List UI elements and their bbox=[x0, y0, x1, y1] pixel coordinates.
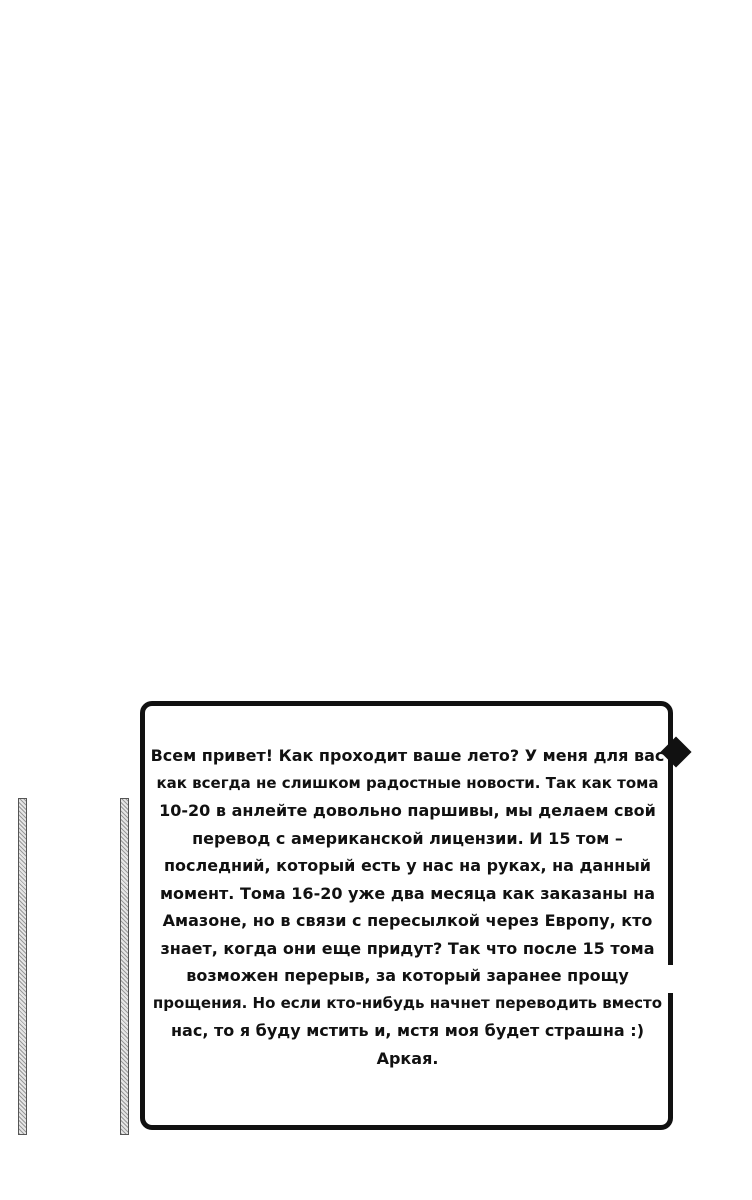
note-line: знает, когда они еще придут? Так что после 15 тома bbox=[160, 938, 655, 958]
note-line: перевод с американской лицензии. И 15 том – bbox=[192, 828, 623, 848]
note-line: 10-20 в анлейте довольно паршивы, мы делаем свой bbox=[159, 801, 656, 820]
note-line: последний, который есть у нас на руках, на данный bbox=[163, 856, 652, 875]
screentone-bar-left bbox=[18, 798, 27, 1135]
note-line: Всем привет! Как проходит ваше лето? У меня для вас bbox=[150, 746, 665, 765]
note-line: возможен перерыв, за который заранее прощу bbox=[186, 966, 629, 985]
note-signature: Аркая. bbox=[376, 1048, 439, 1068]
note-line: Амазоне, но в связи с пересылкой через Европу, кто bbox=[162, 911, 653, 930]
note-line: как всегда не слишком радостные новости. Так как тома bbox=[156, 773, 659, 792]
border-gap bbox=[667, 965, 693, 993]
translator-note-text bbox=[150, 742, 665, 1072]
screentone-bar-right bbox=[120, 798, 129, 1135]
note-line: прощения. Но если кто-нибудь начнет переводить вместо bbox=[152, 993, 663, 1012]
note-line: нас, то я буду мстить и, мстя моя будет страшна :) bbox=[171, 1021, 644, 1040]
note-line: момент. Тома 16-20 уже два месяца как заказаны на bbox=[159, 883, 656, 903]
